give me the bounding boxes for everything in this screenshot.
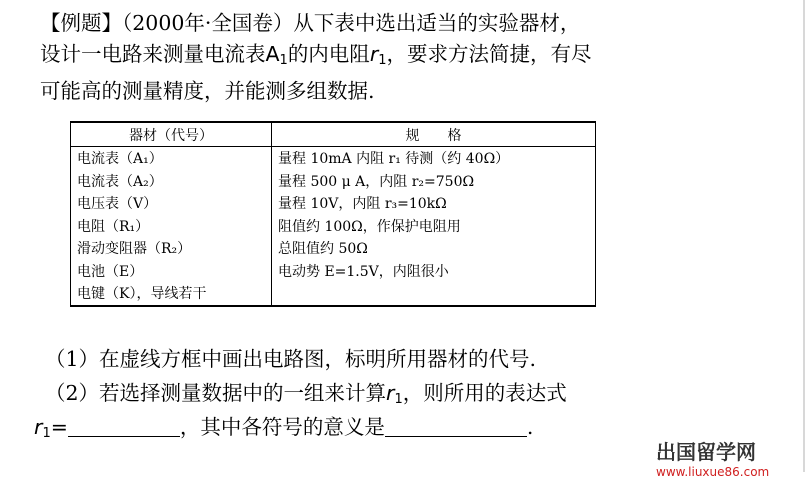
problem-intro bbox=[40, 8, 780, 107]
spec-cell bbox=[272, 282, 596, 306]
equipment-cell: 滑动变阻器（R₂） bbox=[71, 237, 272, 260]
intro-line-1: 【例题】（2000年·全国卷）从下表中选出适当的实验器材， bbox=[40, 11, 581, 35]
table-row bbox=[71, 215, 596, 238]
equipment-cell: 电阻（R₁） bbox=[71, 215, 272, 238]
spec-cell: 总阻值约 50Ω bbox=[272, 237, 596, 260]
answer-blank-expression[interactable] bbox=[68, 416, 180, 437]
equipment-table bbox=[70, 121, 596, 307]
question-1: （1）在虚线方框中画出电路图，标明所用器材的代号. bbox=[45, 347, 537, 371]
equipment-cell: 电流表（A₁） bbox=[71, 147, 272, 170]
question-2: （2）若选择测量数据中的一组来计算$r_1$，则所用的表达式 bbox=[45, 381, 567, 407]
watermark-url: www.liuxue86.com bbox=[656, 465, 770, 479]
spec-cell: 量程 500 μ A，内阻 r₂=750Ω bbox=[272, 170, 596, 193]
spec-cell: 量程 10mA 内阻 r₁ 待测（约 40Ω） bbox=[272, 147, 596, 170]
table-row bbox=[71, 260, 596, 283]
equipment-cell: 电键（K），导线若干 bbox=[71, 282, 272, 306]
watermark-name: 出国留学网 bbox=[656, 440, 756, 464]
answer-blank-meaning[interactable] bbox=[385, 416, 527, 437]
table-row bbox=[71, 147, 596, 170]
equipment-cell: 电池（E） bbox=[71, 260, 272, 283]
spec-cell: 电动势 E=1.5V，内阻很小 bbox=[272, 260, 596, 283]
equipment-cell: 电压表（V） bbox=[71, 192, 272, 215]
intro-line-2: 设计一电路来测量电流表$A_1$的内电阻$r_1$，要求方法简捷，有尽 bbox=[40, 42, 592, 68]
spec-cell: 阻值约 100Ω，作保护电阻用 bbox=[272, 215, 596, 238]
answer-line: $r_1=$ ，其中各符号的意义是 . bbox=[34, 415, 534, 441]
column-header-equipment: 器材（代号） bbox=[71, 122, 272, 147]
site-watermark bbox=[656, 436, 769, 479]
column-header-specs: 规 格 bbox=[272, 122, 596, 147]
spec-cell: 量程 10V，内阻 r₃=10kΩ bbox=[272, 192, 596, 215]
table-row bbox=[71, 237, 596, 260]
table-row bbox=[71, 170, 596, 193]
table-row bbox=[71, 192, 596, 215]
table-header-row bbox=[71, 122, 596, 147]
equipment-cell: 电流表（A₂） bbox=[71, 170, 272, 193]
intro-line-3: 可能高的测量精度，并能测多组数据. bbox=[40, 79, 375, 103]
table-row bbox=[71, 282, 596, 306]
